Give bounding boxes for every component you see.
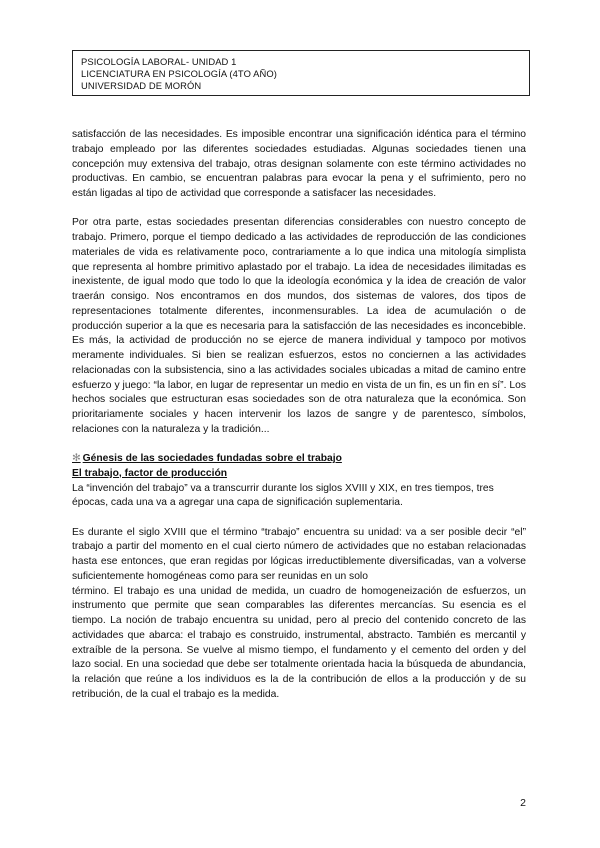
header-university: UNIVERSIDAD DE MORÓN <box>81 80 202 91</box>
header-degree: LICENCIATURA EN PSICOLOGÍA (4TO AÑO) <box>81 68 278 79</box>
document-body <box>72 128 526 703</box>
paragraph-diferencias: Por otra parte, estas sociedades presentan diferencias considerables con nuestro concepto de trabajo. Primero, porque el tiempo dedicado a las actividades de reproducción de las condiciones materiales de vida es relativamente poco, contrariamente a lo que indica una mitología simplista que representa al hombre primitivo aplastado por el trabajo. La idea de necesidades ilimitadas es inexistente, de igual modo que todo lo que la ideología económica y la idea de creación de valor traerán consigo. Nos encontramos en dos mundos, dos sistemas de valores, dos tipos de representaciones totalmente diferentes, inconmensurables. La idea de acumulación o de producción superior a la que es necesaria para la satisfacción de las necesidades es inconcebible. Es más, la actividad de producción no se ejerce de manera individual y tampoco por motivos meramente individuales. Si bien se realizan esfuerzos, estos no conciernen a las actividades relacionadas con la subsistencia, sino a las actividades sociales ubicadas a mitad de camino entre esfuerzo y juego: “la labor, en lugar de representar un medio en vista de un fin, es un fin en sí”. Los hechos sociales que estructuran esas sociedades son de otra naturaleza que la económica. Son prioritariamente sociales y hacen intervenir los lazos de sangre y de parentesco, símbolos, relaciones con la naturaleza y la tradición... <box>72 217 526 435</box>
paragraph-invencion: La “invención del trabajo” va a transcurrir durante los siglos XVIII y XIX, en tres tiempos, tres épocas, cada una va a agregar una capa de significación suplementaria. <box>72 482 494 509</box>
paragraph-necesidades: satisfacción de las necesidades. Es imposible encontrar una significación idéntica para el término trabajo empleado por las diferentes sociedades estudiadas. Algunas sociedades tienen una concepción muy extensiva del trabajo, otras designan solamente con este término actividades no productivas. En cambio, se encuentran palabras para evocar la pena y el sufrimiento, pero no están ligadas al tipo de actividad que corresponde a satisfacer las necesidades. <box>72 129 526 199</box>
document-header <box>72 50 530 96</box>
bullet-icon: ✻ <box>72 453 81 464</box>
section-heading-genesis <box>72 452 526 467</box>
paragraph-siglo-xviii: Es durante el siglo XVIII que el término “trabajo” encuentra su unidad: va a ser posible decir “el” trabajo a partir del momento en el cual cierto número de actividades que no estaban relacionadas hasta ese entonces, que eran regidas por lógicas irreductiblemente diversificadas, van a volverse suficientemente homogéneas como para ser reunidas en un solo <box>72 526 526 582</box>
page-number: 2 <box>520 797 526 809</box>
paragraph-unidad-medida: término. El trabajo es una unidad de medida, un cuadro de homogeneización de esfuerzos, un instrumento que permite que sean comparables las diferentes mercancías. Su esencia es el tiempo. La noción de trabajo encuentra su unidad, pero al precio del contenido concreto de las actividades que abarca: el trabajo es construido, instrumental, abstracto. También es mercantil y extraíble de la persona. Se vuelve al mismo tiempo, el fundamento y el cemento del orden y del lazo social. En una sociedad que debe ser totalmente orientada hacia la búsqueda de abundancia, la relación que reúne a los individuos es la de la contribución de ellos a la producción y de su retribución, de la cual el trabajo es la medida. <box>72 585 526 700</box>
header-course-title: PSICOLOGÍA LABORAL- UNIDAD 1 <box>81 56 237 67</box>
section-heading-text: Génesis de las sociedades fundadas sobre el trabajo <box>82 453 342 464</box>
subsection-heading: El trabajo, factor de producción <box>72 467 228 479</box>
